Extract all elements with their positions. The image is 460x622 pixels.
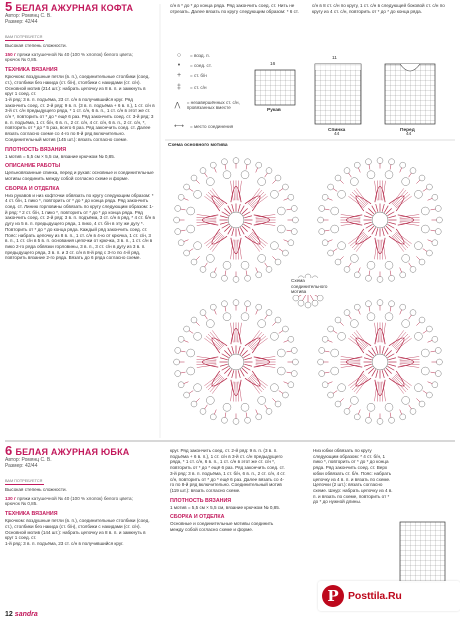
dim-label: 16 <box>270 62 276 67</box>
slip-stitch-icon: • <box>177 62 181 69</box>
legend-label: = соед. ст. <box>190 63 212 68</box>
watermark-text: Posttila.Ru <box>348 590 402 602</box>
crochet-motif <box>318 158 443 283</box>
legend-label: = ст. б/н <box>190 73 207 78</box>
chart-center-label: Схема соединительного мотива <box>290 278 340 295</box>
front-label: Перед <box>400 128 415 133</box>
legend-label: = незавершённых ст. с/н, провязанных вместе <box>186 100 240 110</box>
article2-motif-text: Основной мотив (144 шт.): набрать цепочку из 8 в. п. и замкнуть в круг 1 соед. ст. <box>5 529 146 541</box>
article1-technique-heading: ТЕХНИКА ВЯЗАНИЯ <box>5 67 58 74</box>
magazine-name: sandra <box>14 611 38 618</box>
article2-materials-tag: ВАМ ПОТРЕБУЕТСЯ <box>5 479 43 483</box>
article1-rows-text: 1-й ряд: 3 в. п. подъёма, 23 ст. с/н в получившийся круг. Ряд закончить соед. ст. 2-й ряд: 9 в. п. (3 в. п. подъёма + 6 в. п.), 1 ст. с/н в 3-й ст. с/н предыдущего ряда, * 1 ст. с/н, 6 в. п., 1 ст. с/н в этот же ст. с/н *, повторить от * до * ещё 6 раз. Ряд закончить соед. ст. 3-й ряд: 3 в. п. подъёма, 1 ст. б/н, 6 в. п., 2 ст. с/н, 4 ст. с/н, 6 в. п., 2 ст. с/н, *, повторить от * до * 5 раз, всего 6 раз. Ряд закончить соед. ст. Далее вязать согласно схеме со 4-го по 8-й ряд включительно. Соединительный мотив (145 шт.): вязать согласно схеме. <box>5 96 155 142</box>
legend-row <box>172 52 210 59</box>
chain-stitch-icon: ○ <box>176 52 182 59</box>
article2-col2-text: круг. Ряд закончить соед. ст. 2-й ряд: 9 в. п. (3 в. п. подъёма + 6 в. п.), 1 ст. с/н в 3-й ст. с/н предыдущего ряда, * 1 ст. с/н, 6 в. п., 1 ст. с/н в этот же ст. с/н *, повторить от * до * ещё 6 раз. Ряд закончить соед. ст. 3-й ряд: 3 в. п. подъёма, 1 ст. б/н, 6 в. п., 2 ст. с/н, 4 ст. с/н, повторить от * до * ещё 6 раз. Далее вязать со 4-го по 8-й ряд включительно. Соединительный мотив (119 шт.): вязать согласно схеме. <box>170 448 286 493</box>
article2-size: Размер: 42/44 <box>5 463 38 469</box>
article2-yarn-amount: 130 г <box>5 495 16 501</box>
article1-assembly-text: Низ рукавов и низ кофточки обвязать по кругу следующим образом: * 4 ст. б/н, 1 пико *, повторить от * до * до конца ряда. Ряд закончить соед. ст. Линию горловины обвязать по кругу следующим образом: 1-й ряд: * 2 ст. б/н, 1 пико *, повторить от * до * до конца ряда. Ряд закончить соед. ст. 2-й ряд: 3 в. п. подъёма, 3 ст. с/н в ряд, * 4 ст. б/н в дугу из 5 в. п. предыдущего ряда, 1 пико, 4 ст. б/н в эту же дугу *. Повторить от * до * до конца ряда. Каждый ряд закончить соед. ст. Пояс: набрать цепочку из 8 в. п., 1 ст. с/н в 4-ю от крючка, 1 ст. с/н, 3 в. п., 1 ст. с/н в 5 в. п. основания цепочки от крючка, 3 в. п., 1 ст. с/н в пико 2-го ряда обвязки горловины, 3 в. п., 3 ст. с/н в дугу из 3 в. п. предыдущего ряда, 3 в. п. и 3 ст. с/н в 8-й ряд с 3-го по 4-й ряд, повторить вязание 2-го ряда. Вязать до 6 ряда согласно схеме. <box>5 192 155 261</box>
article1-work-heading: ОПИСАНИЕ РАБОТЫ <box>5 163 61 170</box>
legend-row <box>172 122 233 130</box>
crochet-motif <box>174 300 299 425</box>
article1-author: Автор: Ромянц С. В. <box>5 13 52 19</box>
page-number: 12 <box>5 611 13 618</box>
article1-col2-top: с/н в * до * до конца ряда. Ряд закончить соед. ст. Нить не отрезать. Далее вязать по кругу следующим образом: * 6 ст. <box>170 3 299 14</box>
article1-yarn-amount: 150 г <box>5 51 16 57</box>
legend-label: = ст. с/н <box>190 85 207 90</box>
article1-motif-text: Основной мотив (214 шт.): набрать цепочку из 8 в. п. и замкнуть в круг 1 соед. ст. <box>5 85 146 97</box>
dim-label: 44 <box>334 132 340 137</box>
article2-assembly-heading: СБОРКА И ОТДЕЛКА <box>170 514 225 521</box>
article2-rows-text: 1-й ряд: 3 в. п. подъёма, 23 ст. с/н в получившийся круг. <box>5 540 124 546</box>
dim-label: 44 <box>406 132 412 137</box>
article2-heading <box>5 443 155 458</box>
article1-yarn-text: пряжи катушечной № 40 (100 % хлопок) белого цвета; <box>17 51 133 57</box>
article2-technique-heading: ТЕХНИКА ВЯЗАНИЯ <box>5 511 58 518</box>
joining-point-icon: ⟷ <box>173 123 185 130</box>
article2-technique-text: Крючком: воздушные петли (в. п.), соединительные столбики (соед. ст.), столбики без накида (ст. б/н), столбики с накидами (ст. с/н). <box>5 518 150 529</box>
article2-title: БЕЛАЯ АЖУРНАЯ ЮБКА <box>15 447 130 457</box>
article2-density-heading: ПЛОТНОСТЬ ВЯЗАНИЯ <box>170 497 232 504</box>
sleeve-label: Рукав <box>267 108 281 113</box>
article1-hook: крючок № 0,85. <box>5 57 38 63</box>
unfinished-stitches-icon: ⋀ <box>174 102 181 109</box>
double-crochet-icon: ‡ <box>177 84 181 91</box>
article2-number: 6 <box>5 443 13 458</box>
article1-col2-right: с/н в 8 ст. с/н по кругу, 1 ст. с/н в следующей боковой ст. с/н по кругу из 4 ст. с/н, повторить от * до * до конца ряда. <box>312 3 445 14</box>
page-footer <box>5 611 38 618</box>
article1-number: 5 <box>5 0 13 14</box>
article2-column-2 <box>170 448 288 533</box>
article1-assembly-heading: СБОРКА И ОТДЕЛКА <box>5 185 60 192</box>
article2-col3-text: Низ юбки обвязать по кругу следующим образом: * 4 ст. б/н, 1 пико *, повторить от * до * до конца ряда. Ряд закончить соед. ст. Верх юбки обвязать ст. б/н. Пояс: набрать цепочку из 4 в. п. и вязать по схеме. Цепочки (2 шт.): вязать согласно схеме. Шнур: набрать цепочку из 4 в. п. и вязать по схеме, повторить от * до * до нужной длины. <box>313 448 393 505</box>
crochet-motif <box>174 158 299 283</box>
article1-density-text: 1 мотив = 5,5 см × 5,5 см, вязание крючком № 0,85. <box>5 153 116 159</box>
article1-materials-tag: ВАМ ПОТРЕБУЕТСЯ <box>5 35 43 39</box>
article1-difficulty: Высокая степень сложности. <box>5 43 67 48</box>
article1-work-text: Цельновязанные спинка, перед и рукав: основные и соединительные мотивы соединить между собой согласно схеме и форме. <box>5 170 154 181</box>
skirt-pattern <box>400 522 445 582</box>
article2-density-text: 1 мотив = 5,5 см × 5,5 см, вязание крючком № 0,85. <box>170 504 281 510</box>
article1-title: БЕЛАЯ АЖУРНАЯ КОФТА <box>15 3 134 13</box>
article2-column <box>5 443 155 547</box>
back-label: Спинка <box>328 128 346 133</box>
legend-label: = место соединения <box>190 123 234 129</box>
legend-row <box>172 62 212 69</box>
crochet-motif <box>318 300 443 425</box>
dim-label: 11 <box>332 56 337 61</box>
watermark-badge[interactable] <box>318 581 460 611</box>
chart-title: Схема основного мотива <box>168 143 228 148</box>
article2-difficulty: Высокая степень сложности. <box>5 487 67 492</box>
article1-column <box>5 2 155 261</box>
article2-yarn-text: пряжи катушечной № 40 (100 % хлопок) белого цвета; <box>17 495 133 501</box>
legend-row <box>172 72 207 79</box>
article1-size: Размер: 42/44 <box>5 19 38 25</box>
article1-density-heading: ПЛОТНОСТЬ ВЯЗАНИЯ <box>5 146 67 153</box>
article2-author: Автор: Ромянц С. В. <box>5 457 52 463</box>
back-pattern <box>315 64 361 124</box>
article2-hook: крючок № 0,85. <box>5 501 38 507</box>
article1-technique-text: Крючком: воздушные петли (в. п.), соединительные столбики (соед. ст.), столбики без накида (ст. б/н), столбики с накидами (ст. с/н). <box>5 74 150 85</box>
legend-label: = возд. п. <box>190 53 210 58</box>
legend-row <box>172 84 207 91</box>
legend-row <box>172 100 262 110</box>
article1-heading <box>5 2 155 13</box>
single-crochet-icon: + <box>176 72 182 79</box>
front-pattern <box>385 64 435 124</box>
article2-assembly-text: Основные и соединительные мотивы соединить между собой согласно схеме и форме. <box>170 521 274 533</box>
pinterest-logo-icon: P <box>322 585 344 607</box>
